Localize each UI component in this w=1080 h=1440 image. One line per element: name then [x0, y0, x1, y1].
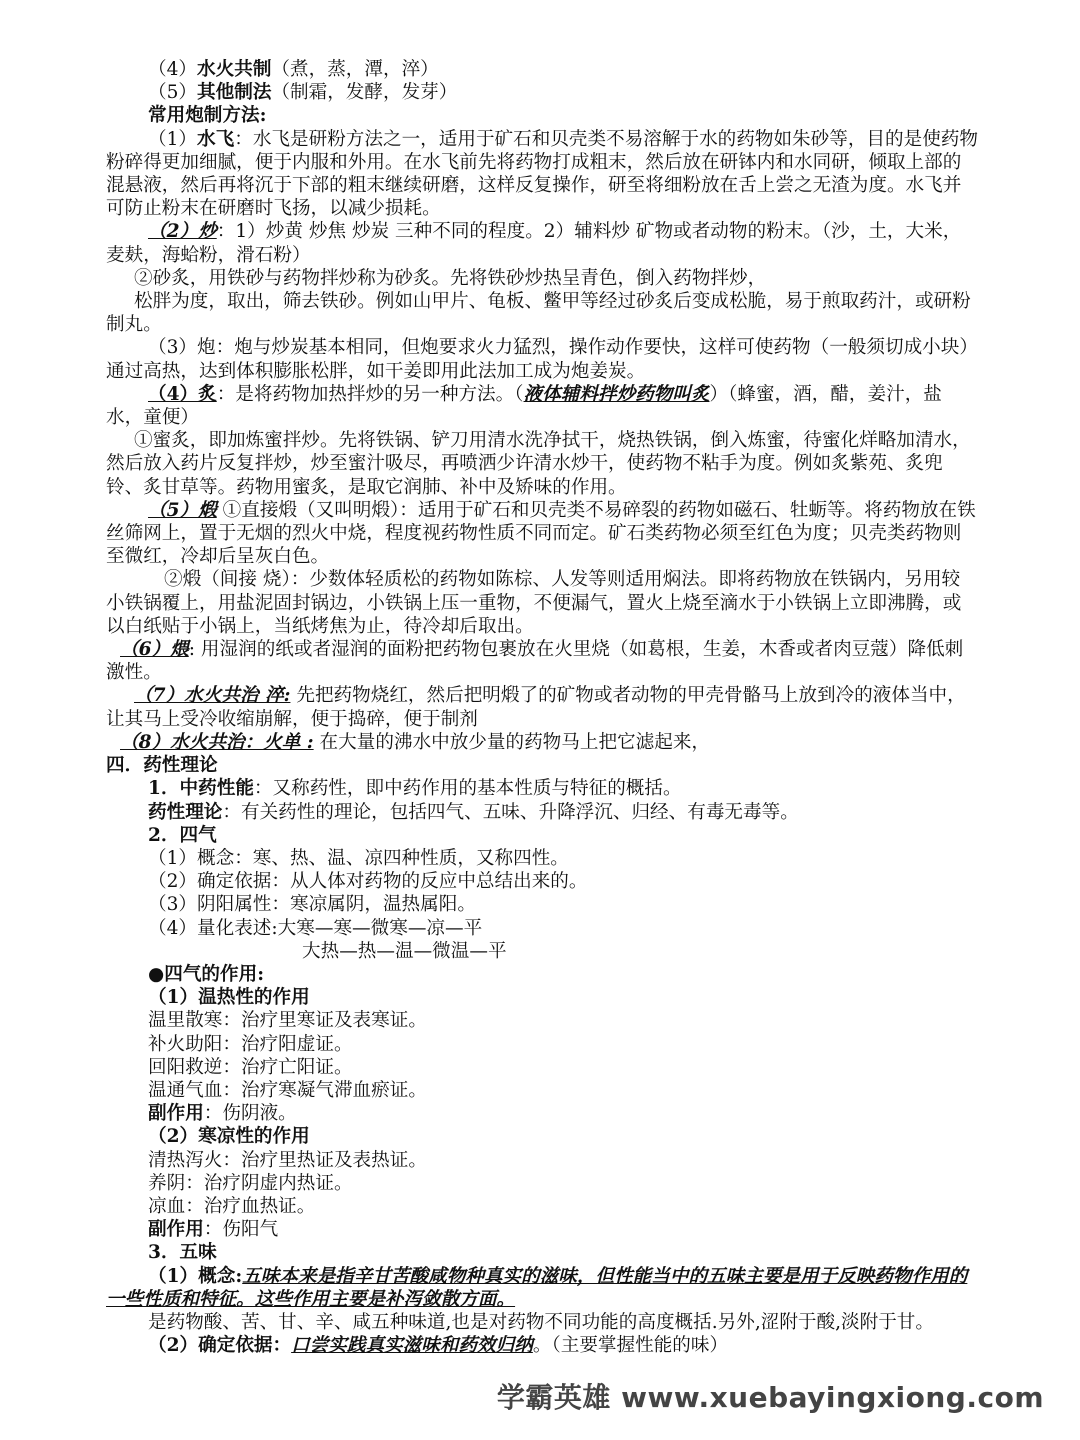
heading-four-qi: 2．四气 [148, 824, 217, 846]
para-chao: （2）炒：1）炒黄 炒焦 炒炭 三种不同的程度。2）辅料炒 矿物或者动物的粉末。（沙，土，大米，麦麸，海蛤粉，滑石粉） [106, 221, 962, 266]
section-heading-4: 四．药性理论 [106, 755, 218, 777]
line-warm-4: 温通气血：治疗寒凝气滞血瘀证。 [148, 1079, 427, 1101]
para-five-flavors-concept: （1）概念:五味本来是指辛甘苦酸咸物种真实的滋味，但性能当中的五味主要是用于反映药物作用的一些性质和特征。这些作用主要是补泻敛散方面。 [106, 1265, 968, 1310]
line-property-theory: 药性理论：有关药性的理论，包括四气、五味、升降浮沉、归经、有毒无毒等。 [148, 801, 799, 823]
line-1: （4）水火共制（煮，蒸，潭，淬） [148, 59, 439, 80]
para-cui: （7）水火共治 淬: 先把药物烧红，然后把明煅了的矿物或者动物的甲壳骨骼马上放到冷的液体当中，让其马上受冷收缩崩解，便于捣碎，便于制剂 [106, 685, 966, 730]
para-shuifei: （1）水飞：水飞是研粉方法之一，适用于矿石和贝壳类不易溶解于水的药物如朱砂等，目的是使药物粉碎得更加细腻，便于内服和外用。在水飞前先将药物打成粗末，然后放在研钵内和水同研，倾取上部的混悬液，然后再将沉于下部的粗末继续研磨，这样反复操作，研至将细粉放在舌上尝之无渣为度。水飞并可防止粉末在研磨时飞扬，以减少损耗。 [106, 128, 978, 220]
para-five-flavors-basis: （2）确定依据：口尝实践真实滋味和药效归纳。（主要掌握性能的味） [148, 1335, 729, 1357]
line-warm-2: 补火助阳：治疗阳虚证。 [148, 1033, 353, 1055]
line-four-qi-3: （3）阴阳属性：寒凉属阴，温热属阳。 [148, 894, 476, 916]
para-mizhi: ①蜜炙，即加炼蜜拌炒。先将铁锅、铲刀用清水洗净拭干，烧热铁锅，倒入炼蜜，待蜜化烊略加清水，然后放入药片反复拌炒，炒至蜜汁吸尽，再喷洒少许清水炒干，使药物不粘手为度。例如炙紫苑、炙兜铃、炙甘草等。药物用蜜炙，是取它润肺、补中及矫味的作用。 [106, 430, 971, 498]
site-watermark: 学霸英雄 www.xuebayingxiong.com [496, 1381, 1044, 1414]
para-duan: （5）煅 ①直接煅（又叫明煅）：适用于矿石和贝壳类不易碎裂的药物如磁石、牡蛎等。将药物放在铁丝筛网上，置于无烟的烈火中烧，程度视药物性质不同而定。矿石类药物必须至红色为度；贝壳类药物则至微红，冷却后呈灰白色。 [106, 499, 976, 568]
document-page [106, 58, 978, 1357]
line-four-qi-1: （1）概念：寒、热、温、凉四种性质，又称四性。 [148, 847, 569, 869]
section-common-methods: 常用炮制方法: [148, 105, 267, 127]
line-four-qi-2: （2）确定依据：从人体对药物的反应中总结出来的。 [148, 871, 588, 893]
heading-other-methods: 其他制法 [197, 82, 272, 104]
para-shazhi-cont: 松胖为度，取出，筛去铁砂。例如山甲片、龟板、鳖甲等经过砂炙后变成松脆，易于煎取药汁，或研粉制丸。 [106, 291, 971, 336]
heading-four-qi-effects: ●四气的作用: [148, 963, 265, 985]
line-cold-side-effect: 副作用：伤阳气 [148, 1219, 279, 1241]
line-2: （5）其他制法（制霜，发酵，发芽） [148, 82, 458, 104]
line-four-qi-4: （4）量化表述:大寒—寒—微寒—凉—平 [148, 917, 483, 939]
para-five-flavors-desc: 是药物酸、苦、甘、辛、咸五种味道,也是对药物不同功能的高度概括.另外,涩附于酸,淡附于甘。 [148, 1311, 934, 1333]
para-pao: （3）炮：炮与炒炭基本相同，但炮要求火力猛烈，操作动作要快，这样可使药物（一般须切成小块）通过高热，达到体积膨胀松胖，如干姜即用此法加工成为炮姜炭。 [106, 337, 978, 382]
para-chan: （8）水火共治：火单 : 在大量的沸水中放少量的药物马上把它滤起来， [120, 731, 711, 753]
line-warm-3: 回阳救逆：治疗亡阳证。 [148, 1056, 353, 1078]
line-warm-side-effect: 副作用：伤阴液。 [148, 1103, 297, 1125]
heading-warm-hot: （1）温热性的作用 [148, 987, 310, 1009]
line-cold-3: 凉血：治疗血热证。 [148, 1195, 316, 1217]
para-zhi: （4）炙：是将药物加热拌炒的另一种方法。（液体辅料拌炒药物叫炙）（蜂蜜，酒，醋，姜汁，盐水，童便） [106, 383, 942, 429]
heading-five-flavors: 3．五味 [148, 1242, 217, 1264]
para-shazhi: ②砂炙，用铁砂与药物拌炒称为砂炙。先将铁砂炒热呈青色，倒入药物拌炒， [134, 267, 767, 289]
line-warm-1: 温里散寒：治疗里寒证及表寒证。 [148, 1010, 427, 1032]
heading-water-fire: 水火共制 [197, 59, 272, 80]
line-cold-1: 清热泻火：治疗里热证及表热证。 [148, 1149, 427, 1171]
heading-cold-cool: （2）寒凉性的作用 [148, 1126, 310, 1148]
line-four-qi-4b: 大热—热—温—微温—平 [302, 940, 507, 962]
para-duan-indirect: ②煅（间接 烧）：少数体轻质松的药物如陈棕、人发等则适用焖法。即将药物放在铁锅内，另用较小铁锅覆上，用盐泥固封锅边，小铁锅上压一重物，不便漏气，置火上烧至滴水于小铁锅上立即沸腾，或以白纸贴于小锅上，当纸烤焦为止，待冷却后取出。 [106, 569, 962, 637]
line-cold-2: 养阴：治疗阴虚内热证。 [148, 1172, 353, 1194]
line-tcm-properties: 1．中药性能：又称药性，即中药作用的基本性质与特征的概括。 [148, 778, 682, 800]
para-wei: （6）煨: 用湿润的纸或者湿润的面粉把药物包裹放在火里烧（如葛根，生姜，木香或者肉豆蔻）降低刺激性。 [106, 639, 964, 684]
